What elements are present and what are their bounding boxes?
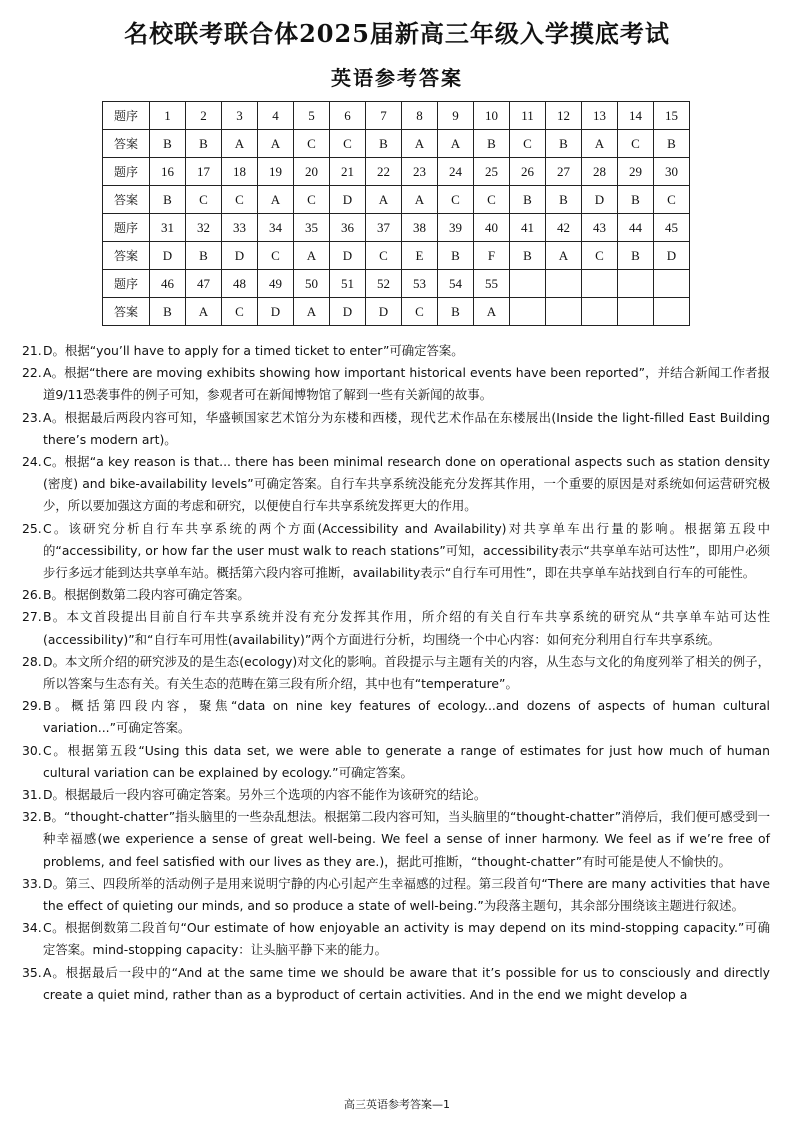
table-answer-row [103,186,690,214]
answer-cell: C [186,186,222,214]
answer-cell: C [474,186,510,214]
question-number-cell: 50 [294,270,330,298]
question-number: 28. [22,653,42,669]
answer-cell: B [438,298,474,326]
table-number-row [103,270,690,298]
question-number-cell: 5 [294,102,330,130]
explanation-text: D。本文所介绍的研究涉及的是生态(ecology)对文化的影响。首段提示与主题有关的内容，从生态与文化的角度列举了相关的例子，所以答案与生态有关。有关生态的范畴在第三段有所介绍，其中也有“temperature”。 [43,653,770,692]
question-number: 31. [22,787,42,803]
question-number-cell: 36 [330,214,366,242]
question-number-cell: 30 [654,158,690,186]
explanation-item [22,584,770,606]
question-number-cell: 49 [258,270,294,298]
question-number-cell: 52 [366,270,402,298]
question-number-cell: 1 [150,102,186,130]
answer-key-title: 英语参考答案 [331,66,463,90]
question-number: 25. [22,520,42,536]
question-number-cell: 45 [654,214,690,242]
answer-cell: C [294,130,330,158]
answer-cell: A [294,242,330,270]
explanation-text: B。概括第四段内容，聚焦“data on nine key features of ecology...and dozens of aspects of human cultural variation...”可确定答案。 [43,698,770,736]
question-number-cell: 51 [330,270,366,298]
question-number-cell: 48 [222,270,258,298]
answer-cell: C [294,186,330,214]
answer-cell: C [366,242,402,270]
answer-cell: B [150,186,186,214]
answer-cell: B [366,130,402,158]
question-number: 21. [22,343,42,358]
row-label: 题序 [103,214,150,242]
question-number-cell: 16 [150,158,186,186]
answer-cell: A [186,298,222,326]
answer-cell: A [582,130,618,158]
explanation-item [22,962,770,1006]
answer-cell [546,298,582,326]
question-number: 26. [22,587,42,603]
answer-cell: C [582,242,618,270]
question-number-cell: 26 [510,158,546,186]
question-number-cell: 54 [438,270,474,298]
answer-cell: B [150,130,186,158]
explanation-text: A。根据最后两段内容可知，华盛顿国家艺术馆分为东楼和西楼，现代艺术作品在东楼展出(Inside the light-filled East Building there’s modern art)。 [43,409,770,447]
question-number-cell: 38 [402,214,438,242]
question-number-cell: 13 [582,102,618,130]
answer-table [102,101,690,326]
question-number: 24. [22,454,42,470]
question-number-cell: 47 [186,270,222,298]
question-number: 34. [22,920,42,936]
question-number-cell: 4 [258,102,294,130]
answer-cell: D [330,298,366,326]
question-number-cell: 15 [654,102,690,130]
answer-cell: B [186,130,222,158]
explanation-item [22,606,770,650]
answer-cell: A [222,130,258,158]
answer-cell: A [474,298,510,326]
explanation-text: C。根据倒数第二段首句“Our estimate of how enjoyable an activity is may depend on its mind-stopping capacity.”可确定答案。mind-stopping capacity：让头脑平静下来的能力。 [43,920,770,958]
answer-cell: C [510,130,546,158]
explanation-item [22,917,770,961]
question-number-cell: 19 [258,158,294,186]
question-number-cell: 34 [258,214,294,242]
explanation-item [22,873,770,917]
question-number: 35. [22,964,42,980]
question-number-cell: 41 [510,214,546,242]
question-number-cell: 31 [150,214,186,242]
table-number-row [103,102,690,130]
table-number-row [103,158,690,186]
answer-cell: E [402,242,438,270]
question-number-cell: 18 [222,158,258,186]
question-number-cell: 23 [402,158,438,186]
exam-title: 名校联考联合体2025届新高三年级入学摸底考试 [124,19,670,48]
question-number-cell: 28 [582,158,618,186]
explanation-item [22,451,770,518]
question-number-cell: 6 [330,102,366,130]
question-number: 32. [22,809,42,825]
question-number-cell [546,270,582,298]
answer-cell: F [474,242,510,270]
answer-cell [510,298,546,326]
answer-cell: A [366,186,402,214]
question-number-cell: 29 [618,158,654,186]
answer-cell: C [330,130,366,158]
answer-cell: A [258,130,294,158]
row-label: 答案 [103,298,150,326]
question-number-cell: 17 [186,158,222,186]
explanation-item [22,651,770,695]
question-number-cell: 55 [474,270,510,298]
answer-cell: A [294,298,330,326]
answer-cell: B [618,242,654,270]
answer-cell: B [546,130,582,158]
answer-cell: D [150,242,186,270]
answer-cell: A [402,186,438,214]
answer-cell: C [438,186,474,214]
explanation-item [22,362,770,406]
answer-cell: B [654,130,690,158]
question-number-cell [654,270,690,298]
explanation-list [22,340,770,1006]
explanation-text: C。该研究分析自行车共享系统的两个方面(Accessibility and Availability)对共享单车出行量的影响。根据第五段中的“accessibility, or how far the user must walk to reach stations”可知，accessibility表示“共享单车站可达性”，即用户必须步行多远才能到达共享单车站。概括第六段内容可推断，availability表示“自行车可用性”，即在共享单车站找到自行车的可能性。 [43,520,770,581]
row-label: 答案 [103,186,150,214]
question-number-cell: 40 [474,214,510,242]
question-number: 22. [22,365,42,381]
answer-cell: B [150,298,186,326]
answer-cell: A [438,130,474,158]
answer-cell: D [258,298,294,326]
question-number-cell: 32 [186,214,222,242]
question-number-cell: 24 [438,158,474,186]
explanation-text: C。根据“a key reason is that... there has been minimal research done on operational aspects such as station density (密度) and bike-availability levels”可确定答案。自行车共享系统没能充分发挥其作用，一个重要的原因是对系统如何运营研究极少，所以要加强这方面的考虑和研究，以便使自行车共享系统发挥更大的作用。 [43,454,770,514]
question-number-cell: 20 [294,158,330,186]
answer-cell: A [546,242,582,270]
answer-cell: D [366,298,402,326]
question-number-cell: 14 [618,102,654,130]
answer-cell: C [402,298,438,326]
explanation-item [22,740,770,784]
answer-cell: C [222,298,258,326]
answer-cell: D [582,186,618,214]
question-number-cell: 37 [366,214,402,242]
explanation-text: A。根据“there are moving exhibits showing how important historical events have been reported”，并结合新闻工作者报道9/11恐袭事件的例子可知，参观者可在新闻博物馆了解到一些有关新闻的故事。 [43,365,770,403]
explanation-text: A。根据最后一段中的“And at the same time we should be aware that it’s possible for us to consciously and directly create a quiet mind, rather than as a byproduct of certain activities. And in the end we might develop a [43,964,770,1002]
question-number-cell: 25 [474,158,510,186]
explanation-item [22,340,770,362]
answer-cell: D [330,186,366,214]
answer-cell [618,298,654,326]
answer-cell: B [510,242,546,270]
question-number-cell: 21 [330,158,366,186]
question-number-cell: 46 [150,270,186,298]
question-number-cell: 3 [222,102,258,130]
answer-cell [582,298,618,326]
answer-cell: B [510,186,546,214]
answer-cell: B [438,242,474,270]
explanation-item [22,695,770,739]
explanation-text: B。本文首段提出目前自行车共享系统并没有充分发挥其作用，所介绍的有关自行车共享系统的研究从“共享单车站可达性(accessibility)”和“自行车可用性(availability)”两个方面进行分析，均围绕一个中心内容：如何充分利用自行车共享系统。 [43,609,770,647]
question-number-cell: 10 [474,102,510,130]
question-number-cell [510,270,546,298]
row-label: 题序 [103,270,150,298]
table-answer-row [103,130,690,158]
table-answer-row [103,242,690,270]
question-number-cell: 2 [186,102,222,130]
question-number-cell: 22 [366,158,402,186]
question-number-cell: 42 [546,214,582,242]
question-number-cell: 11 [510,102,546,130]
explanation-text: D。第三、四段所举的活动例子是用来说明宁静的内心引起产生幸福感的过程。第三段首句“There are many activities that have the effect of quieting our minds, and so produce a state of well-being.”为段落主题句，其余部分围绕该主题进行叙述。 [43,875,770,914]
answer-cell: C [654,186,690,214]
question-number-cell: 39 [438,214,474,242]
explanation-text: B。“thought-chatter”指头脑里的一些杂乱想法。根据第二段内容可知，当头脑里的“thought-chatter”消停后，我们便可感受到一种幸福感(we experience a sense of great well-being. We feel a sense of inner harmony. We feel as if we’re free of problems, and feel satisfied with our lives as they are.)，据此可推断，“thought-chatter”有时可能是使人不愉快的。 [43,809,770,869]
explanation-item [22,784,770,806]
explanation-item [22,806,770,873]
answer-cell: A [258,186,294,214]
explanation-text: B。根据倒数第二段内容可确定答案。 [43,587,250,603]
answer-cell: B [186,242,222,270]
answer-cell: D [330,242,366,270]
answer-cell [654,298,690,326]
page-footer: 高三英语参考答案—1 [344,1098,450,1111]
table-answer-row [103,298,690,326]
question-number-cell: 44 [618,214,654,242]
row-label: 答案 [103,242,150,270]
explanation-text: D。根据“you’ll have to apply for a timed ticket to enter”可确定答案。 [43,343,464,358]
answer-cell: C [258,242,294,270]
question-number-cell: 35 [294,214,330,242]
question-number-cell: 9 [438,102,474,130]
question-number: 33. [22,875,42,891]
question-number: 23. [22,409,42,425]
answer-cell: C [618,130,654,158]
answer-cell: C [222,186,258,214]
question-number-cell: 43 [582,214,618,242]
explanation-item [22,407,770,451]
explanation-text: D。根据最后一段内容可确定答案。另外三个选项的内容不能作为该研究的结论。 [43,787,487,803]
explanation-text: C。根据第五段“Using this data set, we were able to generate a range of estimates for just how much of human cultural variation can be explained by ecology.”可确定答案。 [43,742,770,780]
answer-cell: D [654,242,690,270]
answer-cell: B [474,130,510,158]
answer-cell: B [546,186,582,214]
answer-cell: A [402,130,438,158]
question-number-cell: 27 [546,158,582,186]
question-number-cell [582,270,618,298]
question-number-cell: 12 [546,102,582,130]
question-number-cell: 33 [222,214,258,242]
question-number-cell: 8 [402,102,438,130]
question-number: 30. [22,742,42,758]
answer-cell: D [222,242,258,270]
answer-cell: B [618,186,654,214]
question-number-cell: 7 [366,102,402,130]
row-label: 答案 [103,130,150,158]
question-number-cell: 53 [402,270,438,298]
question-number: 27. [22,609,42,625]
row-label: 题序 [103,102,150,130]
question-number: 29. [22,698,42,714]
row-label: 题序 [103,158,150,186]
explanation-item [22,518,770,585]
question-number-cell [618,270,654,298]
table-number-row [103,214,690,242]
